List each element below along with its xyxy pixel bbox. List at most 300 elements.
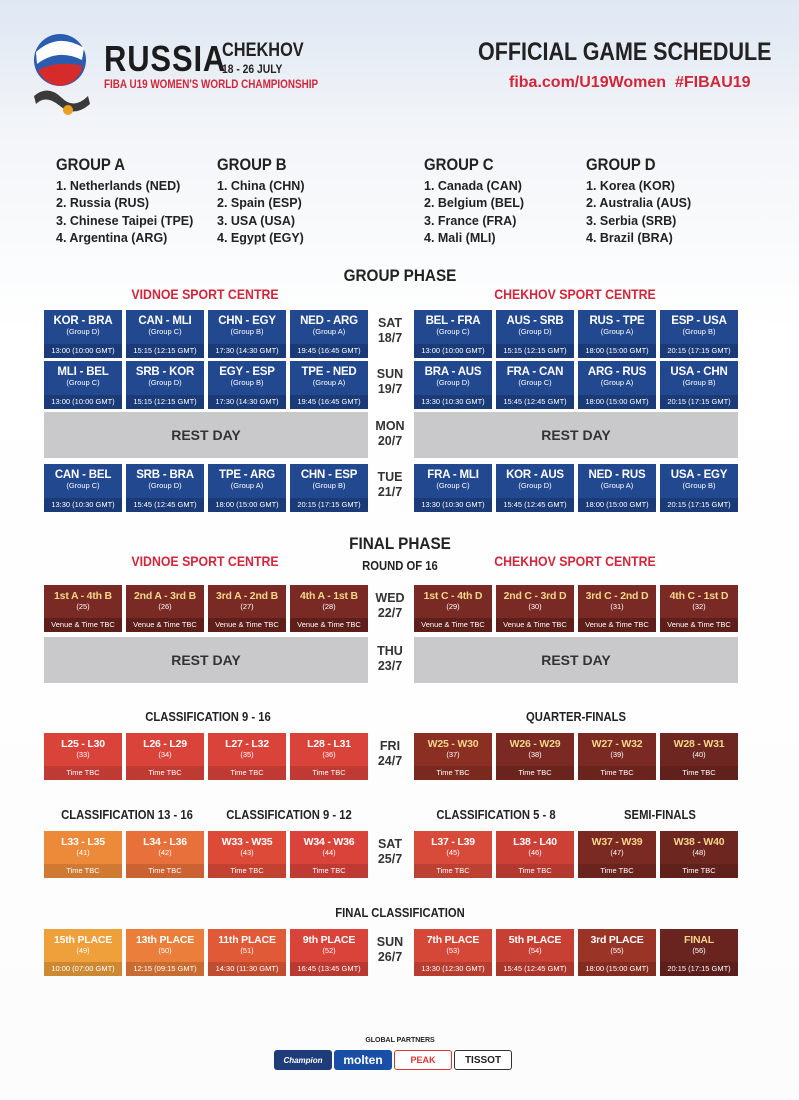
header-dates: 18 - 26 JULY	[222, 62, 283, 76]
match-number: (54)	[528, 946, 542, 955]
team: 1. Korea (KOR)	[586, 179, 675, 193]
final-classification-title: FINAL CLASSIFICATION	[335, 906, 465, 920]
match-time: 17:30 (14:30 GMT)	[215, 346, 279, 355]
match-cell	[44, 733, 122, 780]
match-time: 15:45 (12:45 GMT)	[133, 500, 197, 509]
match-label: USA - EGY	[670, 469, 728, 481]
match-cell	[660, 464, 738, 512]
match-time: 20:15 (17:15 GMT)	[667, 500, 731, 509]
header-city: CHEKHOV	[222, 40, 304, 61]
match-number: (Group C)	[436, 327, 470, 336]
semi-finals-title: SEMI-FINALS	[624, 808, 696, 822]
partner-tissot	[454, 1050, 512, 1070]
match-number: (Group C)	[148, 327, 182, 336]
match-time: Venue & Time TBC	[503, 620, 567, 629]
match-number: (53)	[446, 946, 460, 955]
match-label: L26 - L29	[143, 738, 187, 750]
day-label	[365, 739, 415, 769]
match-number: (42)	[158, 848, 172, 857]
match-label: SRB - BRA	[136, 469, 194, 481]
match-cell	[414, 831, 492, 878]
match-cell	[126, 310, 204, 358]
match-number: (35)	[240, 750, 254, 759]
match-number: (34)	[158, 750, 172, 759]
match-label: W25 - W30	[427, 738, 479, 750]
match-time: Time TBC	[518, 768, 552, 777]
match-number: (Group B)	[682, 327, 716, 336]
partner-molten	[334, 1050, 392, 1070]
round16-title: ROUND OF 16	[362, 559, 438, 573]
match-number: (41)	[76, 848, 90, 857]
match-cell	[126, 585, 204, 632]
match-time: 14:30 (11:30 GMT)	[215, 964, 279, 973]
match-cell	[290, 310, 368, 358]
match-time: 13:30 (10:30 GMT)	[51, 500, 115, 509]
match-label: 2nd C - 3rd D	[503, 590, 567, 602]
match-number: (Group B)	[230, 327, 264, 336]
match-label: 1st A - 4th B	[54, 590, 112, 602]
match-cell	[578, 585, 656, 632]
match-number: (Group A)	[312, 327, 346, 336]
class-9-16-title: CLASSIFICATION 9 - 16	[145, 710, 271, 724]
match-time: Venue & Time TBC	[421, 620, 485, 629]
match-cell	[496, 361, 574, 409]
match-number: (27)	[240, 602, 254, 611]
match-number: (Group D)	[66, 327, 100, 336]
match-label: 13th PLACE	[135, 934, 195, 946]
match-label: KOR - AUS	[506, 469, 564, 481]
match-time: 15:45 (12:45 GMT)	[503, 397, 567, 406]
match-cell	[578, 464, 656, 512]
rest-day-block	[44, 637, 368, 683]
match-cell	[496, 310, 574, 358]
match-number: (50)	[158, 946, 172, 955]
match-number: (Group A)	[312, 378, 346, 387]
partner-champion	[274, 1050, 332, 1070]
group-a-title: GROUP A	[56, 155, 125, 174]
day-label	[365, 419, 415, 449]
match-time: 18:00 (15:00 GMT)	[215, 500, 279, 509]
match-label: L33 - L35	[61, 836, 105, 848]
team: 3. France (FRA)	[424, 213, 517, 228]
match-time: Venue & Time TBC	[51, 620, 115, 629]
match-label: 4th A - 1st B	[300, 590, 358, 602]
match-time: 20:15 (17:15 GMT)	[667, 397, 731, 406]
match-time: 12:15 (09:15 GMT)	[133, 964, 197, 973]
team: 4. Egypt (EGY)	[217, 231, 304, 246]
match-cell	[126, 831, 204, 878]
team: 4. Argentina (ARG)	[56, 231, 168, 246]
match-number: (Group D)	[518, 481, 552, 490]
match-label: ARG - RUS	[587, 366, 647, 378]
match-time: 15:15 (12:15 GMT)	[133, 397, 197, 406]
match-cell	[290, 585, 368, 632]
match-time: 18:00 (15:00 GMT)	[585, 346, 649, 355]
match-cell	[660, 361, 738, 409]
team: 1. Canada (CAN)	[424, 179, 522, 193]
match-cell	[208, 585, 286, 632]
team: 4. Brazil (BRA)	[586, 231, 673, 246]
partners-title: GLOBAL PARTNERS	[365, 1037, 435, 1044]
team: 1. China (CHN)	[217, 179, 305, 193]
day-date: 22/7	[377, 606, 403, 620]
match-cell	[578, 310, 656, 358]
match-time: 13:00 (10:00 GMT)	[51, 397, 115, 406]
venue-right-final: CHEKHOV SPORT CENTRE	[494, 553, 656, 569]
header-country: RUSSIA	[104, 38, 227, 79]
team: 3. Serbia (SRB)	[586, 213, 677, 228]
match-number: (Group B)	[230, 378, 264, 387]
match-time: Time TBC	[436, 768, 470, 777]
match-number: (56)	[692, 946, 706, 955]
match-cell	[496, 585, 574, 632]
match-cell	[44, 361, 122, 409]
group-c-list	[424, 178, 524, 248]
match-time: Time TBC	[230, 866, 264, 875]
match-time: Venue & Time TBC	[297, 620, 361, 629]
match-time: 15:15 (12:15 GMT)	[133, 346, 197, 355]
match-time: 20:15 (17:15 GMT)	[667, 964, 731, 973]
match-time: 18:00 (15:00 GMT)	[585, 397, 649, 406]
match-time: Time TBC	[682, 866, 716, 875]
rest-day-label: REST DAY	[171, 652, 241, 668]
match-time: Time TBC	[600, 866, 634, 875]
match-label: CAN - BEL	[54, 469, 112, 481]
partner-champion-label: Champion	[283, 1055, 323, 1065]
match-time: 19:45 (16:45 GMT)	[297, 346, 361, 355]
match-cell	[208, 831, 286, 878]
match-cell	[660, 831, 738, 878]
match-cell	[578, 831, 656, 878]
match-number: (47)	[610, 848, 624, 857]
day-date: 19/7	[377, 382, 403, 396]
match-time: 18:00 (15:00 GMT)	[585, 500, 649, 509]
match-number: (38)	[528, 750, 542, 759]
day-date: 23/7	[377, 659, 403, 673]
group-phase-title: GROUP PHASE	[343, 266, 457, 285]
match-label: EGY - ESP	[219, 366, 275, 378]
match-cell	[578, 733, 656, 780]
match-cell	[44, 929, 122, 976]
match-number: (45)	[446, 848, 460, 857]
rest-day-block	[414, 412, 738, 458]
day-label	[365, 316, 415, 346]
match-number: (32)	[692, 602, 706, 611]
match-cell	[44, 585, 122, 632]
day-date: 24/7	[377, 754, 403, 768]
match-label: MLI - BEL	[57, 366, 109, 378]
match-number: (39)	[610, 750, 624, 759]
match-number: (Group A)	[600, 378, 634, 387]
match-label: W27 - W32	[591, 738, 643, 750]
match-cell	[126, 361, 204, 409]
venue-left-final: VIDNOE SPORT CENTRE	[131, 553, 279, 569]
match-time: 13:00 (10:00 GMT)	[51, 346, 115, 355]
match-cell	[414, 310, 492, 358]
match-cell	[414, 585, 492, 632]
match-label: CHN - ESP	[300, 469, 358, 481]
partner-peak	[394, 1050, 452, 1070]
match-cell	[290, 831, 368, 878]
group-d-list	[586, 178, 691, 248]
day-label	[365, 591, 415, 621]
match-label: 11th PLACE	[218, 934, 276, 946]
match-cell	[660, 585, 738, 632]
team: 3. USA (USA)	[217, 213, 296, 228]
match-label: NED - RUS	[588, 469, 646, 481]
venue-left: VIDNOE SPORT CENTRE	[131, 286, 279, 302]
team: 2. Russia (RUS)	[56, 196, 150, 211]
day-date: 18/7	[377, 331, 403, 345]
match-label: BRA - AUS	[424, 366, 482, 378]
team: 1. Netherlands (NED)	[56, 179, 181, 193]
day-name: FRI	[379, 739, 401, 753]
day-name: THU	[377, 644, 403, 658]
match-time: Time TBC	[148, 768, 182, 777]
match-number: (46)	[528, 848, 542, 857]
match-label: L27 - L32	[225, 738, 269, 750]
day-name: TUE	[377, 470, 403, 484]
match-cell	[44, 464, 122, 512]
match-label: AUS - SRB	[506, 315, 564, 327]
match-label: RUS - TPE	[589, 315, 645, 327]
match-time: 15:45 (12:45 GMT)	[503, 500, 567, 509]
match-cell	[414, 464, 492, 512]
match-label: W34 - W36	[303, 836, 355, 848]
match-number: (51)	[240, 946, 254, 955]
match-time: 19:45 (16:45 GMT)	[297, 397, 361, 406]
match-label: 4th C - 1st D	[669, 590, 729, 602]
match-label: 15th PLACE	[53, 934, 113, 946]
match-time: 20:15 (17:15 GMT)	[667, 346, 731, 355]
match-number: (49)	[76, 946, 90, 955]
match-label: FINAL	[684, 934, 714, 946]
event-logo	[28, 26, 106, 118]
match-time: 18:00 (15:00 GMT)	[585, 964, 649, 973]
partner-tissot-label: TISSOT	[464, 1054, 502, 1066]
match-cell	[126, 464, 204, 512]
group-a-list	[56, 178, 193, 248]
match-cell	[44, 310, 122, 358]
match-cell	[208, 310, 286, 358]
match-label: W28 - W31	[673, 738, 725, 750]
match-number: (30)	[528, 602, 542, 611]
rest-day-label: REST DAY	[171, 427, 241, 443]
day-name: WED	[375, 591, 405, 605]
header-link[interactable]: fiba.com/U19Women #FIBAU19	[509, 74, 751, 91]
day-label	[365, 837, 415, 867]
match-number: (Group B)	[682, 481, 716, 490]
day-name: SAT	[377, 316, 403, 330]
match-label: W26 - W29	[509, 738, 561, 750]
match-number: (Group C)	[518, 378, 552, 387]
match-cell	[44, 831, 122, 878]
match-time: Time TBC	[518, 866, 552, 875]
match-number: (28)	[322, 602, 336, 611]
match-label: 1st C - 4th D	[423, 590, 483, 602]
match-time: 13:00 (10:00 GMT)	[421, 346, 485, 355]
match-time: 13:30 (12:30 GMT)	[421, 964, 485, 973]
final-phase-title: FINAL PHASE	[349, 534, 451, 553]
match-number: (44)	[322, 848, 336, 857]
match-cell	[496, 929, 574, 976]
match-time: 20:15 (17:15 GMT)	[297, 500, 361, 509]
match-number: (Group C)	[66, 481, 100, 490]
match-number: (36)	[322, 750, 336, 759]
header-title: OFFICIAL GAME SCHEDULE	[478, 38, 772, 66]
match-number: (26)	[158, 602, 172, 611]
day-label	[365, 644, 415, 674]
match-label: L28 - L31	[307, 738, 351, 750]
day-name: SAT	[377, 837, 403, 851]
day-date: 26/7	[377, 950, 403, 964]
match-cell	[208, 361, 286, 409]
day-name: MON	[375, 419, 405, 433]
match-number: (Group D)	[148, 481, 182, 490]
venue-right: CHEKHOV SPORT CENTRE	[494, 286, 656, 302]
group-b-list	[217, 178, 305, 248]
match-number: (29)	[446, 602, 460, 611]
day-date: 25/7	[377, 852, 403, 866]
match-number: (Group D)	[436, 378, 470, 387]
match-label: W37 - W39	[591, 836, 643, 848]
match-time: 17:30 (14:30 GMT)	[215, 397, 279, 406]
match-label: 3rd A - 2nd B	[216, 590, 278, 602]
partner-peak-label: PEAK	[410, 1055, 436, 1065]
match-time: Time TBC	[230, 768, 264, 777]
match-number: (Group A)	[230, 481, 264, 490]
match-number: (Group A)	[600, 327, 634, 336]
match-label: 2nd A - 3rd B	[134, 590, 196, 602]
match-cell	[660, 929, 738, 976]
rest-day-block	[414, 637, 738, 683]
match-number: (Group C)	[436, 481, 470, 490]
match-number: (48)	[692, 848, 706, 857]
match-cell	[496, 733, 574, 780]
match-number: (Group B)	[312, 481, 346, 490]
match-label: 7th PLACE	[426, 934, 480, 946]
match-label: L38 - L40	[513, 836, 557, 848]
match-cell	[290, 361, 368, 409]
match-label: W33 - W35	[221, 836, 273, 848]
match-time: Time TBC	[312, 866, 346, 875]
match-label: L37 - L39	[431, 836, 475, 848]
match-time: Time TBC	[682, 768, 716, 777]
match-label: FRA - CAN	[506, 366, 564, 378]
match-cell	[208, 929, 286, 976]
rest-day-label: REST DAY	[541, 652, 611, 668]
team: 4. Mali (MLI)	[424, 231, 496, 246]
day-date: 21/7	[377, 485, 403, 499]
match-number: (55)	[610, 946, 624, 955]
group-b-title: GROUP B	[217, 155, 287, 174]
match-cell	[208, 733, 286, 780]
match-label: 3rd C - 2nd D	[585, 590, 649, 602]
match-cell	[208, 464, 286, 512]
group-c-title: GROUP C	[424, 155, 494, 174]
match-cell	[290, 733, 368, 780]
match-time: Venue & Time TBC	[215, 620, 279, 629]
day-label	[365, 367, 415, 397]
match-cell	[414, 929, 492, 976]
match-label: 9th PLACE	[302, 934, 356, 946]
match-number: (43)	[240, 848, 254, 857]
match-time: 10:00 (07:00 GMT)	[51, 964, 115, 973]
match-label: 3rd PLACE	[590, 934, 644, 946]
match-cell	[126, 733, 204, 780]
match-number: (31)	[610, 602, 624, 611]
match-cell	[290, 929, 368, 976]
match-label: SRB - KOR	[135, 366, 195, 378]
match-time: Venue & Time TBC	[585, 620, 649, 629]
match-cell	[496, 464, 574, 512]
day-date: 20/7	[377, 434, 403, 448]
match-cell	[660, 733, 738, 780]
match-label: NED - ARG	[300, 315, 358, 327]
match-number: (40)	[692, 750, 706, 759]
match-number: (Group C)	[66, 378, 100, 387]
match-label: TPE - ARG	[219, 469, 275, 481]
match-time: Venue & Time TBC	[133, 620, 197, 629]
match-label: BEL - FRA	[425, 315, 481, 327]
day-label	[365, 470, 415, 500]
match-label: KOR - BRA	[53, 315, 113, 327]
match-cell	[126, 929, 204, 976]
match-number: (Group D)	[518, 327, 552, 336]
match-number: (Group D)	[148, 378, 182, 387]
class-13-16-title: CLASSIFICATION 13 - 16	[61, 808, 193, 822]
match-label: W38 - W40	[673, 836, 725, 848]
match-number: (25)	[76, 602, 90, 611]
match-cell	[578, 361, 656, 409]
match-number: (37)	[446, 750, 460, 759]
rest-day-label: REST DAY	[541, 427, 611, 443]
match-time: Time TBC	[436, 866, 470, 875]
group-d-title: GROUP D	[586, 155, 656, 174]
day-name: SUN	[376, 367, 404, 381]
match-number: (Group A)	[600, 481, 634, 490]
match-label: ESP - USA	[671, 315, 727, 327]
match-label: USA - CHN	[670, 366, 728, 378]
match-cell	[290, 464, 368, 512]
match-time: 13:30 (10:30 GMT)	[421, 397, 485, 406]
match-label: TPE - NED	[301, 366, 357, 378]
match-time: 15:15 (12:15 GMT)	[503, 346, 567, 355]
match-cell	[496, 831, 574, 878]
day-label	[365, 935, 415, 965]
match-time: 13:30 (10:30 GMT)	[421, 500, 485, 509]
team: 2. Spain (ESP)	[217, 196, 302, 211]
match-time: Time TBC	[66, 768, 100, 777]
match-label: FRA - MLI	[427, 469, 479, 481]
header-event: FIBA U19 WOMEN'S WORLD CHAMPIONSHIP	[104, 79, 319, 91]
team: 2. Australia (AUS)	[586, 196, 692, 211]
match-time: Time TBC	[66, 866, 100, 875]
match-time: 16:45 (13:45 GMT)	[297, 964, 361, 973]
partner-molten-label: molten	[343, 1053, 383, 1067]
match-label: L25 - L30	[61, 738, 105, 750]
class-9-12-title: CLASSIFICATION 9 - 12	[226, 808, 352, 822]
rest-day-block	[44, 412, 368, 458]
match-label: L34 - L36	[143, 836, 187, 848]
match-number: (33)	[76, 750, 90, 759]
class-5-8-title: CLASSIFICATION 5 - 8	[436, 808, 556, 822]
match-time: Time TBC	[600, 768, 634, 777]
match-cell	[660, 310, 738, 358]
match-time: Time TBC	[148, 866, 182, 875]
match-label: CAN - MLI	[138, 315, 192, 327]
match-number: (Group B)	[682, 378, 716, 387]
